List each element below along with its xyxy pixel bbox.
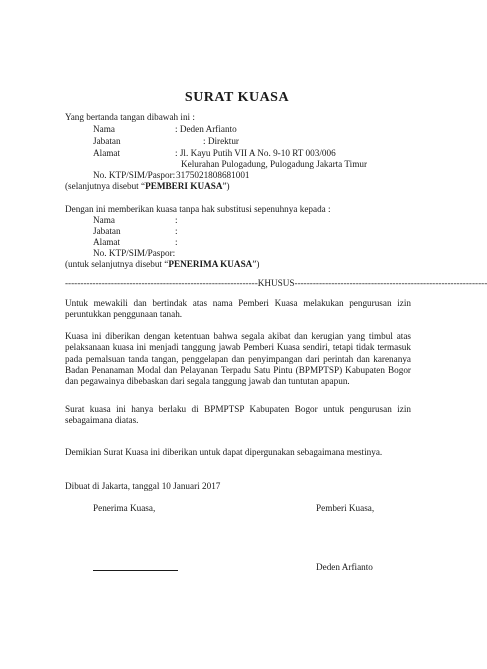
intro2-text: Dengan ini memberikan kuasa tanpa hak substitusi sepenuhnya kepada : — [65, 204, 331, 214]
pemberi-jabatan-value: : Direktur — [203, 136, 239, 146]
pemberi-ktp-value: 3175021808681001 — [176, 170, 250, 180]
pemberi-note-prefix: (selanjutnya disebut “ — [65, 181, 146, 191]
signature-pemberi-name: Deden Arfianto — [316, 562, 373, 572]
paragraph-3: Surat kuasa ini hanya berlaku di BPMPTSP Kabupaten Bogor untuk pengurusan izin sebagaimana diatas. — [65, 404, 411, 426]
penerima-note — [65, 259, 259, 270]
penerima-jabatan-label: Jabatan — [93, 226, 121, 236]
pemberi-nama-label: Nama — [93, 124, 115, 134]
document-title: SURAT KUASA — [184, 90, 290, 105]
pemberi-note-bold: PEMBERI KUASA — [145, 181, 223, 191]
pemberi-note-suffix: ”) — [222, 181, 230, 191]
pemberi-alamat-value-2: Kelurahan Pulogadung, Pulogadung Jakarta Timur — [181, 159, 368, 169]
penerima-jabatan-value: : — [175, 226, 178, 236]
penerima-note-bold: PENERIMA KUASA — [168, 259, 253, 269]
pemberi-ktp-label: No. KTP/SIM/Paspor: — [93, 170, 176, 180]
penerima-alamat-value: : — [175, 237, 178, 247]
paragraph-2: Kuasa ini diberikan dengan ketentuan bahwa segala akibat dan kerugian yang timbul atas pelaksanaan kuasa ini menjadi tanggung jawab Pemberi Kuasa sendiri, tetapi tidak termasuk pada pemalsuan tanda tangan, penggelapan dan penyimpangan dari perintah dan karenanya Badan Penanaman Modal dan Pelayanan Terpadu Satu Pintu (BPMPTSP) Kabupaten Bogor dan pegawainya dibebaskan dari segala tanggung jawab dan tuntutan apapun. — [65, 331, 411, 387]
penerima-note-prefix: (untuk selanjutnya disebut “ — [65, 259, 169, 269]
penerima-note-suffix: ”) — [252, 259, 260, 269]
place-date: Dibuat di Jakarta, tanggal 10 Januari 2017 — [65, 481, 221, 491]
khusus-separator: ---------------------------------------------------------------KHUSUS--------------------------------------------------------------- — [65, 278, 487, 288]
signature-penerima-label: Penerima Kuasa, — [93, 503, 156, 513]
signature-pemberi-label: Pemberi Kuasa, — [316, 503, 375, 513]
penerima-nama-label: Nama — [93, 215, 115, 225]
intro-text: Yang bertanda tangan dibawah ini : — [65, 112, 195, 122]
paragraph-1: Untuk mewakili dan bertindak atas nama Pemberi Kuasa melakukan pengurusan izin peruntukkan penggunaan tanah. — [65, 298, 411, 320]
penerima-nama-value: : — [175, 215, 178, 225]
pemberi-alamat-label: Alamat — [93, 148, 121, 158]
pemberi-nama-value: : Deden Arfianto — [175, 124, 237, 134]
pemberi-jabatan-label: Jabatan — [93, 136, 121, 146]
pemberi-note — [65, 181, 230, 192]
paragraph-4: Demikian Surat Kuasa ini diberikan untuk dapat dipergunakan sebagaimana mestinya. — [65, 447, 383, 457]
penerima-ktp-label: No. KTP/SIM/Paspor: — [93, 248, 176, 258]
pemberi-alamat-value: : Jl. Kayu Putih VII A No. 9-10 RT 003/006 — [175, 148, 336, 158]
signature-line-penerima — [93, 570, 178, 571]
penerima-alamat-label: Alamat — [93, 237, 121, 247]
